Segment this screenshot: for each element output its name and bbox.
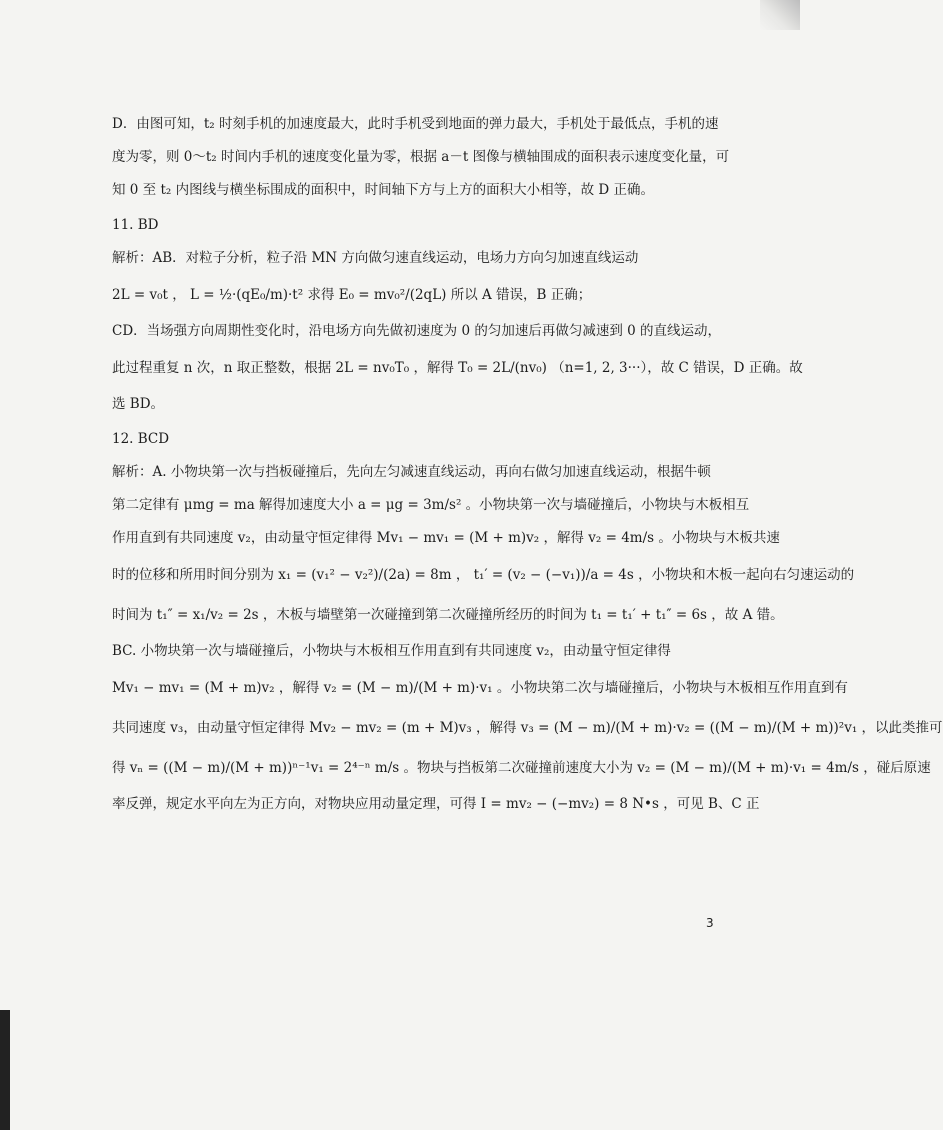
equation-line: 时的位移和所用时间分别为 x₁ = (v₁² − v₂²)/(2a) = 8m ， t₁′ = (v₂ − (−v₁))/a = 4s ，小物块和木板一起向右匀速运动的 — [112, 567, 855, 583]
paragraph-line: 度为零，则 0～t₂ 时间内手机的速度变化量为零，根据 a－t 图像与横轴围成的面积表示速度变化量，可 — [112, 149, 730, 165]
equation-line: Mv₁ − mv₁ = (M + m)v₂ ，解得 v₂ = (M − m)/(M + m)·v₁ 。小物块第二次与墙碰撞后，小物块与木板相互作用直到有 — [112, 680, 848, 696]
equation-line: 共同速度 v₃，由动量守恒定律得 Mv₂ − mv₂ = (m + M)v₃ ，解得 v₃ = (M − m)/(M + m)·v₂ = ((M − m)/(M + m))²v₁ ，以此类推可 — [112, 720, 943, 736]
solution-line: 解析：A. 小物块第一次与挡板碰撞后，先向左匀减速直线运动，再向右做匀加速直线运动，根据牛顿 — [112, 464, 711, 480]
page-content — [112, 108, 943, 821]
equation-line: 时间为 t₁″ = x₁/v₂ = 2s ，木板与墙壁第一次碰撞到第二次碰撞所经历的时间为 t₁ = t₁′ + t₁″ = 6s ，故 A 错。 — [112, 607, 784, 623]
solution-line: BC. 小物块第一次与墙碰撞后，小物块与木板相互作用直到有共同速度 v₂，由动量守恒定律得 — [112, 643, 671, 659]
paragraph-line: D．由图可知，t₂ 时刻手机的加速度最大，此时手机受到地面的弹力最大，手机处于最低点，手机的速 — [112, 116, 719, 132]
equation-line: 此过程重复 n 次，n 取正整数，根据 2L = nv₀T₀ ，解得 T₀ = 2L/(nv₀) （n=1, 2, 3···），故 C 错误，D 正确。故 — [112, 360, 803, 376]
paragraph-line: 知 0 至 t₂ 内图线与横坐标围成的面积中，时间轴下方与上方的面积大小相等，故 D 正确。 — [112, 182, 654, 198]
answer-11: 11. BD — [112, 217, 159, 233]
solution-line: 第二定律有 μmg = ma 解得加速度大小 a = μg = 3m/s² 。小物块第一次与墙碰撞后，小物块与木板相互 — [112, 497, 750, 513]
equation-line: 得 vₙ = ((M − m)/(M + m))ⁿ⁻¹v₁ = 2⁴⁻ⁿ m/s 。物块与挡板第二次碰撞前速度大小为 v₂ = (M − m)/(M + m)·v₁ = 4m/s ，碰后原速 — [112, 760, 931, 776]
scan-edge-mark — [0, 1010, 10, 1130]
answer-12: 12. BCD — [112, 431, 170, 447]
solution-line: CD．当场强方向周期性变化时，沿电场方向先做初速度为 0 的匀加速后再做匀减速到 0 的直线运动， — [112, 323, 721, 339]
solution-line: 率反弹，规定水平向左为正方向，对物块应用动量定理，可得 I = mv₂ − (−mv₂) = 8 N•s ，可见 B、C 正 — [112, 796, 760, 812]
page-number: 3 — [706, 916, 714, 930]
equation-line: 2L = v₀t ， L = ½·(qE₀/m)·t² 求得 E₀ = mv₀²/(2qL) 所以 A 错误，B 正确； — [112, 287, 592, 303]
scan-corner-shadow — [760, 0, 800, 30]
solution-line: 选 BD。 — [112, 396, 165, 412]
solution-line: 解析：AB．对粒子分析，粒子沿 MN 方向做匀速直线运动，电场力方向匀加速直线运动 — [112, 250, 639, 266]
solution-line: 作用直到有共同速度 v₂，由动量守恒定律得 Mv₁ − mv₁ = (M + m)v₂ ，解得 v₂ = 4m/s 。小物块与木板共速 — [112, 530, 780, 546]
